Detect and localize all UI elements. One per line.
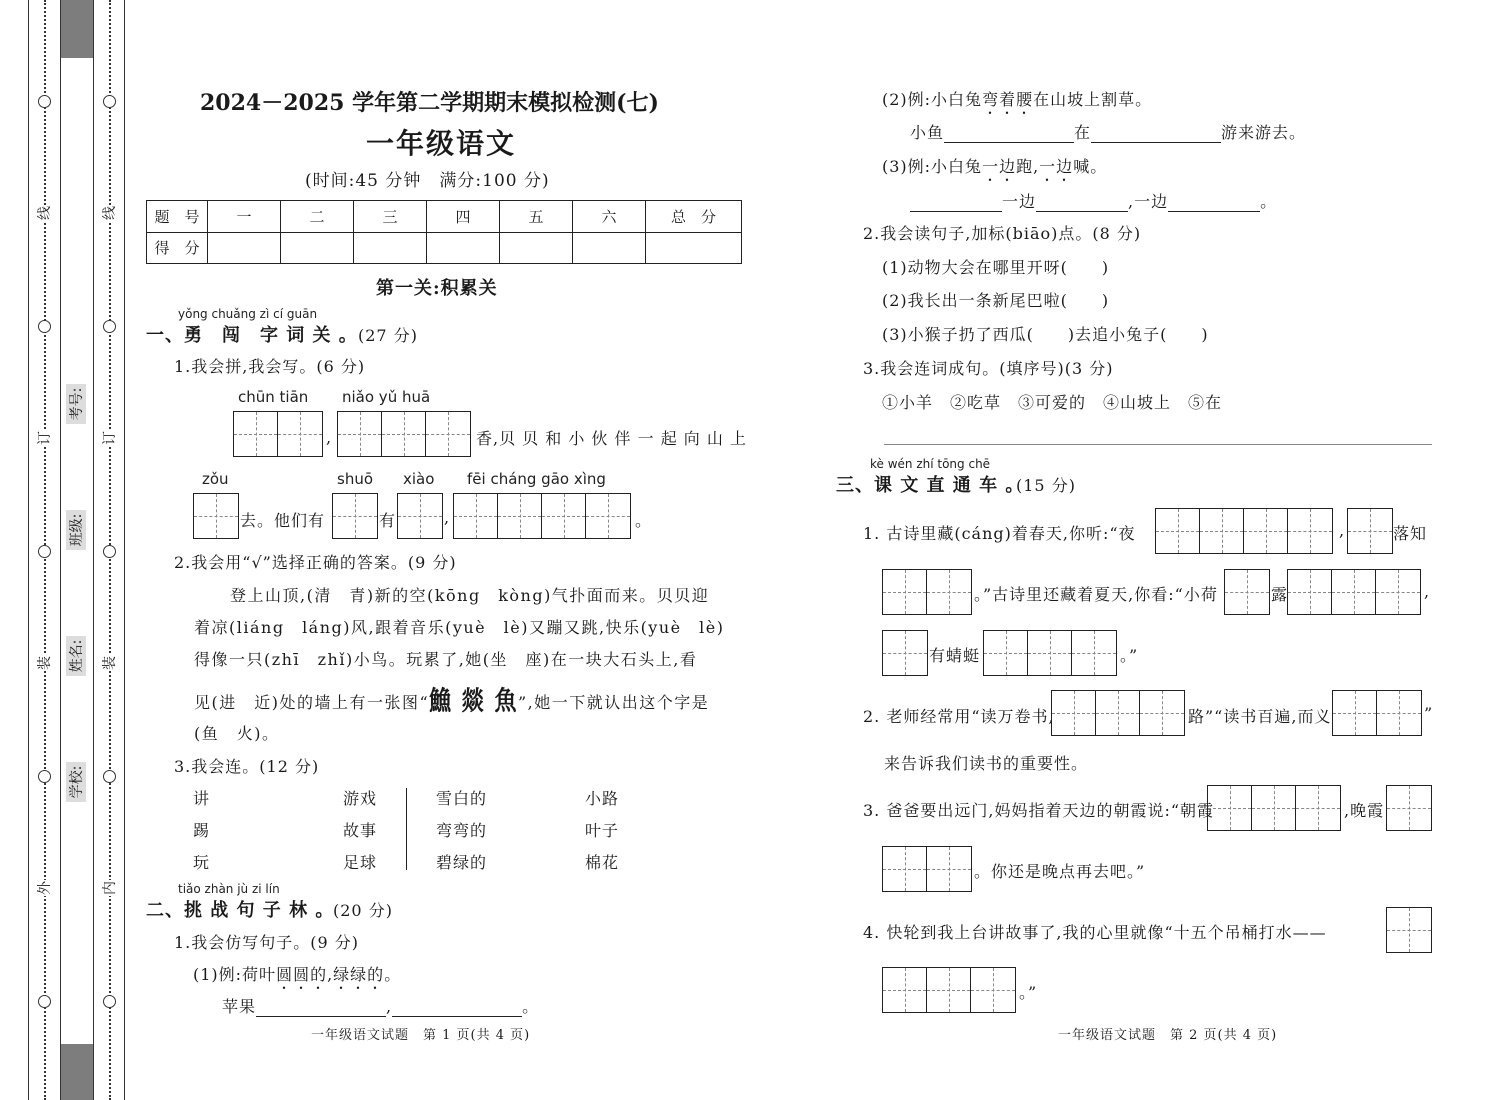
writing-grid-3[interactable] (337, 411, 471, 457)
q1-sentence-part: , (444, 508, 451, 527)
writing-grid-4[interactable] (1155, 508, 1333, 554)
writing-grid-1[interactable] (882, 630, 928, 676)
page-footer-1: 一年级语文试题 第 1 页(共 4 页) (311, 1028, 531, 1043)
match-item-adjective[interactable]: 碧绿的 (436, 853, 488, 872)
part3-q3-text: ,晚霞 (1344, 801, 1385, 820)
part3-q4-text: 4. 快轮到我上台讲故事了,我的心里就像“十五个吊桶打水—— (863, 923, 1327, 942)
q2-passage-text: ”,她一下就认出这个字是 (518, 693, 710, 712)
part2-q2-prompt: 2.我会读句子,加标(biāo)点。(8 分) (863, 224, 1142, 243)
punch-hole-circle (103, 995, 116, 1008)
match-item-object[interactable]: 小路 (585, 789, 620, 808)
score-header-cell: 总 分 (646, 201, 742, 233)
match-item-object[interactable]: 叶子 (585, 821, 620, 840)
binding-char: 外 (37, 881, 53, 895)
part1-q1-prompt: 1.我会拼,我会写。(6 分) (174, 357, 366, 376)
writing-grid-1[interactable] (332, 493, 378, 539)
pinyin-prompt: shuō (337, 470, 374, 488)
exam-meta: (时间:45 分钟 满分:100 分) (305, 171, 550, 191)
pinyin-prompt: zǒu (202, 470, 229, 488)
punch-hole-circle (38, 995, 51, 1008)
part3-title: 三、课 文 直 通 车 。 (836, 475, 1025, 496)
part3-q1-text: 。”古诗里还藏着夏天,你看:“小荷 (974, 585, 1218, 604)
answer-blank[interactable] (1036, 195, 1128, 212)
punch-hole-circle (103, 95, 116, 108)
writing-grid-3[interactable] (983, 630, 1117, 676)
part3-q3-text: 3. 爸爸要出远门,妈妈指着天边的朝霞说:“朝霞 (863, 801, 1215, 820)
part3-q1-text: 1. 古诗里藏(cáng)着春天,你听:“夜 (863, 524, 1136, 543)
pinyin-prompt: xiào (403, 470, 435, 488)
answer-text: , (386, 997, 393, 1016)
score-table-score-row (147, 232, 742, 264)
answer-blank[interactable] (256, 1000, 386, 1017)
band-left-line (60, 0, 61, 1100)
punctuation-item: (2)我长出一条新尾巴啦( ) (882, 291, 1110, 310)
match-divider (406, 788, 407, 870)
q1-sentence-part: 。 (635, 511, 653, 530)
answer-blank[interactable] (1091, 126, 1221, 143)
q1-sentence-line1: 香,贝 贝 和 小 伙 伴 一 起 向 山 上 (476, 429, 747, 448)
score-header-cell: 六 (573, 201, 646, 233)
punch-hole-circle (103, 770, 116, 783)
part1-q3-prompt: 3.我会连。(12 分) (174, 757, 320, 776)
example-text: (2)例:小白兔 (882, 90, 983, 109)
writing-grid-3[interactable] (1051, 690, 1185, 736)
answer-prefix: 小鱼 (910, 123, 945, 142)
part3-score: (15 分) (1016, 476, 1076, 495)
left-border-line (28, 0, 29, 1100)
binding-char: 内 (102, 881, 118, 895)
gray-band-bottom (60, 1044, 93, 1100)
score-cell[interactable] (427, 232, 500, 264)
answer-text: 游来游去。 (1221, 123, 1307, 142)
imitation-example-1 (193, 962, 401, 993)
gray-band-top (60, 0, 93, 58)
punch-hole-circle (38, 770, 51, 783)
q2-passage-line: (鱼 火)。 (194, 724, 280, 743)
part3-q4-text: 。” (1019, 983, 1038, 1002)
imitation-example-2 (882, 87, 1152, 118)
part3-q1-text: 有蜻蜓 (929, 646, 981, 665)
score-cell[interactable] (281, 232, 354, 264)
score-header-cell: 五 (500, 201, 573, 233)
part2-q1-prompt: 1.我会仿写句子。(9 分) (174, 933, 360, 952)
match-item-verb[interactable]: 讲 (193, 789, 211, 808)
writing-grid-3[interactable] (882, 967, 1016, 1013)
writing-grid-1[interactable] (193, 493, 239, 539)
writing-grid-4[interactable] (453, 493, 631, 539)
writing-grid-3[interactable] (1287, 569, 1421, 615)
part3-q1-text: 落知 (1393, 524, 1428, 543)
match-item-noun[interactable]: 足球 (343, 853, 378, 872)
q2-passage-line: 得像一只(zhī zhǐ)小鸟。玩累了,她(坐 座)在一块大石头上,看 (194, 650, 698, 669)
exam-number-label: 考号: (66, 384, 86, 424)
dotted-emphasis: 弯着腰 (982, 90, 1034, 109)
match-item-noun[interactable]: 游戏 (343, 789, 378, 808)
score-cell[interactable] (646, 232, 742, 264)
match-item-object[interactable]: 棉花 (585, 853, 620, 872)
writing-grid-1[interactable] (1224, 569, 1270, 615)
answer-text: 在 (1074, 123, 1092, 142)
example-text: 喊。 (1073, 157, 1108, 176)
band-right-line (93, 0, 94, 1100)
subject-title: 一年级语文 (366, 127, 517, 160)
part3-q3-text: 。你还是晚点再去吧。” (974, 862, 1146, 881)
binding-margin (0, 0, 130, 1100)
imitation-answer-1 (222, 994, 539, 1017)
dotted-emphasis: 一边 (1039, 157, 1074, 176)
page-footer-2: 一年级语文试题 第 2 页(共 4 页) (1058, 1028, 1278, 1043)
part2-title: 二、挑 战 句 子 林 。 (146, 900, 335, 921)
part2-q3-prompt: 3.我会连词成句。(填序号)(3 分) (863, 359, 1114, 378)
match-item-verb[interactable]: 踢 (193, 821, 211, 840)
punctuation-item: (1)动物大会在哪里开呀( ) (882, 258, 1110, 277)
part2-score: (20 分) (333, 901, 393, 920)
answer-text: ,一边 (1128, 192, 1169, 211)
imitation-answer-2 (910, 120, 1306, 143)
part3-q2-text: ” (1424, 704, 1434, 723)
example-text: 在山坡上割草。 (1033, 90, 1153, 109)
score-row-label: 得 分 (147, 232, 208, 264)
q2-passage-text: 见(进 近)处的墙上有一张图“ (194, 693, 430, 712)
part1-q2-prompt: 2.我会用“√”选择正确的答案。(9 分) (174, 553, 457, 572)
binding-char: 订 (37, 431, 53, 445)
example-text: , (327, 965, 334, 984)
match-item-adjective[interactable]: 雪白的 (436, 789, 488, 808)
score-cell[interactable] (208, 232, 281, 264)
score-cell[interactable] (573, 232, 646, 264)
name-label: 姓名: (66, 636, 86, 676)
part3-q1-text: , (1339, 521, 1346, 540)
punctuation-item: (3)小猴子扔了西瓜( )去追小兔子( ) (882, 325, 1209, 344)
match-item-adjective[interactable]: 弯弯的 (436, 821, 488, 840)
ancient-fish-glyph-image: 䲆 燚 魚 (429, 685, 518, 717)
q1-sentence-part: 去。他们有 (240, 511, 326, 530)
part3-q2-text: 2. 老师经常用“读万卷书, (863, 707, 1055, 726)
score-cell[interactable] (354, 232, 427, 264)
example-text: 跑, (1016, 157, 1040, 176)
punch-hole-circle (103, 545, 116, 558)
example-text: 。 (384, 965, 402, 984)
answer-blank[interactable] (392, 1000, 522, 1017)
part3-q2-text: 来告诉我们读书的重要性。 (884, 754, 1089, 773)
punch-hole-circle (38, 545, 51, 558)
example-text: (3)例:小白兔 (882, 157, 983, 176)
writing-grid-1[interactable] (1386, 785, 1432, 831)
score-header-cell: 题 号 (147, 201, 208, 233)
q2-passage-line: 着凉(liáng láng)风,跟着音乐(yuè lè)又蹦又跳,快乐(yuè lè) (194, 618, 725, 637)
answer-line[interactable] (884, 444, 1432, 445)
pinyin-prompt: chūn tiān (238, 388, 309, 406)
level-heading: 第一关:积累关 (376, 278, 498, 299)
dotted-emphasis: 一边 (982, 157, 1017, 176)
writing-grid-2[interactable] (882, 569, 972, 615)
school-label: 学校: (66, 762, 86, 802)
part3-pinyin: kè wén zhí tōng chē (870, 457, 991, 471)
answer-text: 。 (1260, 192, 1278, 211)
match-item-noun[interactable]: 故事 (343, 821, 378, 840)
binding-char: 装 (102, 656, 118, 670)
writing-grid-2[interactable] (233, 411, 323, 457)
answer-text: 一边 (1002, 192, 1037, 211)
punch-hole-circle (103, 320, 116, 333)
q2-passage-line (194, 684, 709, 715)
answer-blank[interactable] (1168, 195, 1260, 212)
score-header-cell: 三 (354, 201, 427, 233)
q1-sentence-part: 有 (379, 511, 397, 530)
imitation-answer-3 (910, 189, 1277, 212)
writing-grid-2[interactable] (882, 846, 972, 892)
score-cell[interactable] (500, 232, 573, 264)
answer-prefix: 苹果 (222, 997, 257, 1016)
example-text: (1)例:荷叶 (193, 965, 277, 984)
pinyin-prompt: fēi cháng gāo xìng (467, 470, 606, 488)
right-border-line (124, 0, 125, 1100)
q2-passage-line: 登上山顶,(清 青)新的空(kōng kòng)气扑面而来。贝贝迎 (230, 586, 710, 605)
class-label: 班级: (66, 510, 86, 550)
part1-title: 一、勇 闯 字 词 关 。 (146, 325, 358, 346)
answer-blank[interactable] (910, 195, 1002, 212)
answer-text: 。 (522, 997, 540, 1016)
writing-grid-1[interactable] (1386, 907, 1432, 953)
writing-grid-1[interactable] (397, 493, 443, 539)
word-order-items: ①小羊 ②吃草 ③可爱的 ④山坡上 ⑤在 (882, 393, 1223, 412)
match-item-verb[interactable]: 玩 (193, 853, 211, 872)
binding-char: 线 (37, 206, 53, 220)
score-header-cell: 二 (281, 201, 354, 233)
part1-score: (27 分) (358, 326, 418, 345)
score-header-cell: 一 (208, 201, 281, 233)
score-table-header-row (147, 201, 742, 233)
binding-char: 装 (37, 656, 53, 670)
part3-q2-text: 路”“读书百遍,而义 (1188, 707, 1332, 726)
punch-hole-circle (38, 320, 51, 333)
part1-pinyin: yǒng chuǎng zì cí guān (178, 307, 318, 321)
binding-char: 线 (102, 206, 118, 220)
score-table (146, 200, 742, 264)
punch-hole-circle (38, 95, 51, 108)
writing-grid-3[interactable] (1207, 785, 1341, 831)
dotted-emphasis: 绿绿的 (333, 965, 385, 984)
part3-q1-text: 。” (1120, 646, 1139, 665)
part3-q1-text: , (1424, 582, 1431, 601)
binding-char: 订 (102, 431, 118, 445)
pinyin-prompt: niǎo yǔ huā (342, 388, 431, 406)
score-header-cell: 四 (427, 201, 500, 233)
exam-title: 2024－2025 学年第二学期期末模拟检测(七) (200, 90, 659, 116)
dotted-emphasis: 圆圆的 (276, 965, 328, 984)
writing-grid-2[interactable] (1332, 690, 1422, 736)
answer-blank[interactable] (944, 126, 1074, 143)
imitation-example-3 (882, 154, 1107, 185)
part3-q1-text: 露 (1271, 585, 1289, 604)
writing-grid-1[interactable] (1347, 508, 1393, 554)
comma-text: , (326, 428, 333, 447)
part2-pinyin: tiǎo zhàn jù zi lín (178, 882, 280, 896)
